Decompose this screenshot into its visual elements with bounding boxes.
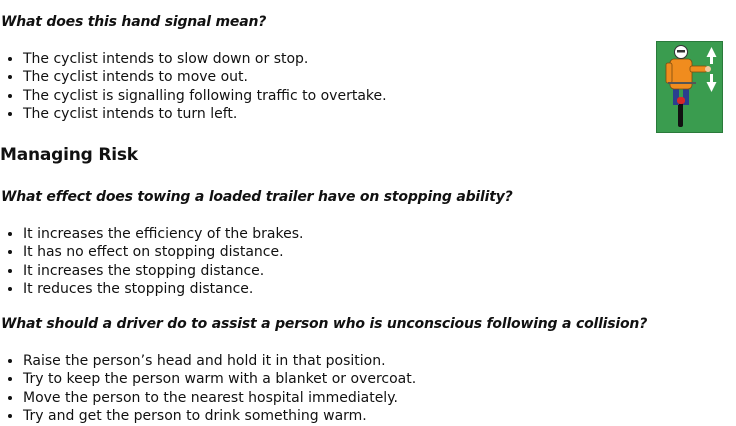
answer-list-unconscious-person	[0, 352, 416, 425]
answer-option: • It increases the efficiency of the brakes.	[23, 225, 303, 243]
answer-option: • It reduces the stopping distance.	[23, 280, 303, 298]
answer-option: • The cyclist intends to move out.	[23, 68, 387, 86]
answer-option: • Try to keep the person warm with a blanket or overcoat.	[23, 370, 416, 388]
answer-option: • The cyclist intends to slow down or stop.	[23, 50, 387, 68]
answer-list-hand-signal	[0, 50, 387, 123]
answer-option: • It increases the stopping distance.	[23, 262, 303, 280]
question-unconscious-person: What should a driver do to assist a person who is unconscious following a collision?	[1, 316, 648, 332]
cyclist-helmet	[675, 46, 688, 59]
answer-option: • Raise the person’s head and hold it in that position.	[23, 352, 416, 370]
answer-option: • Move the person to the nearest hospital immediately.	[23, 389, 416, 407]
answer-option: • It has no effect on stopping distance.	[23, 243, 303, 261]
question-towing-trailer: What effect does towing a loaded trailer have on stopping ability?	[1, 189, 513, 205]
answer-option: • The cyclist is signalling following traffic to overtake.	[23, 87, 387, 105]
question-hand-signal: What does this hand signal mean?	[1, 14, 267, 30]
answer-option: • Try and get the person to drink something warm.	[23, 407, 416, 425]
cyclist-hand-signal-image	[656, 41, 723, 133]
section-heading: Managing Risk	[0, 145, 138, 165]
answer-option: • The cyclist intends to turn left.	[23, 105, 387, 123]
answer-list-towing-trailer	[0, 225, 303, 298]
